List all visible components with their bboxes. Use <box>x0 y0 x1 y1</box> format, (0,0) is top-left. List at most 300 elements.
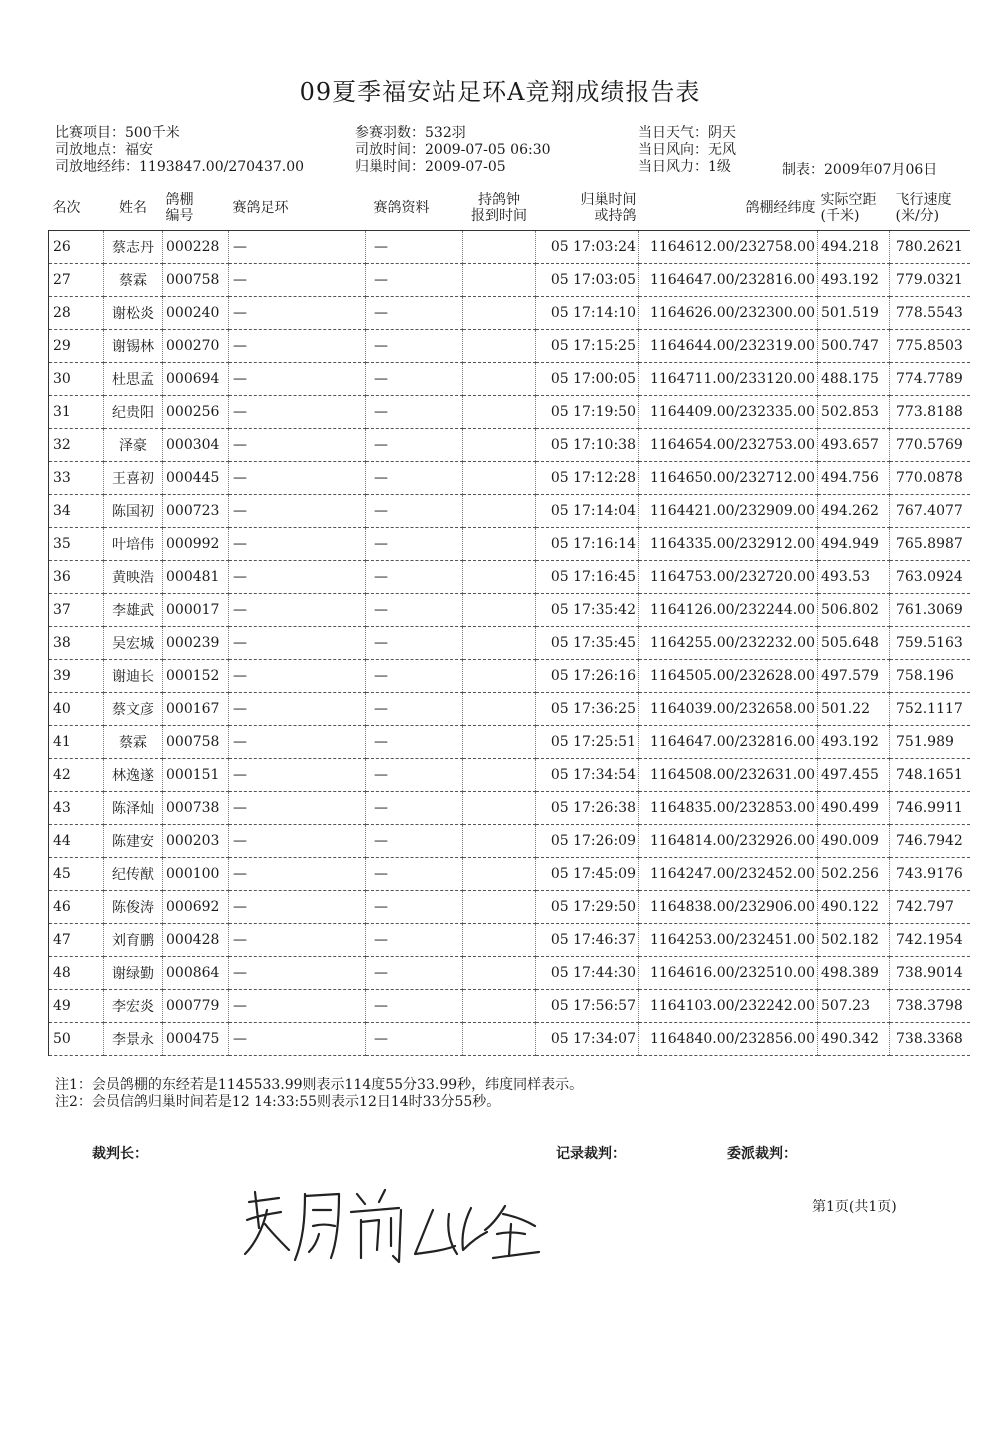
cell-coordinates: 1164612.00/232758.00 <box>639 231 818 264</box>
meta-race-item: 比赛项目：500千米 <box>55 125 180 141</box>
cell-clock-time <box>463 231 536 264</box>
cell-distance: 506.802 <box>818 594 890 627</box>
cell-name: 叶培伟 <box>104 528 163 561</box>
cell-info: — <box>366 264 463 297</box>
cell-coordinates: 1164647.00/232816.00 <box>639 264 818 297</box>
note-1: 注1：会员鸽棚的东经若是1145533.99则表示114度55分33.99秒，纬度同样表示。 <box>55 1077 584 1093</box>
cell-loft-id: 000017 <box>163 594 229 627</box>
cell-return-time: 05 17:25:51 <box>536 726 639 759</box>
meta-return-time: 归巢时间：2009-07-05 <box>355 159 506 175</box>
cell-clock-time <box>463 528 536 561</box>
cell-ring: — <box>229 726 366 759</box>
cell-coordinates: 1164409.00/232335.00 <box>639 396 818 429</box>
cell-distance: 494.262 <box>818 495 890 528</box>
cell-coordinates: 1164840.00/232856.00 <box>639 1023 818 1056</box>
cell-ring: — <box>229 231 366 264</box>
cell-clock-time <box>463 825 536 858</box>
cell-name: 纪传猷 <box>104 858 163 891</box>
cell-ring: — <box>229 858 366 891</box>
table-row <box>49 363 971 396</box>
cell-info: — <box>366 693 463 726</box>
cell-distance: 501.22 <box>818 693 890 726</box>
cell-info: — <box>366 330 463 363</box>
table-row <box>49 990 971 1023</box>
cell-distance: 505.648 <box>818 627 890 660</box>
cell-speed: 773.8188 <box>890 396 971 429</box>
cell-return-time: 05 17:26:09 <box>536 825 639 858</box>
cell-rank: 50 <box>49 1023 104 1056</box>
cell-loft-id: 000694 <box>163 363 229 396</box>
table-row <box>49 396 971 429</box>
cell-name: 陈国初 <box>104 495 163 528</box>
cell-return-time: 05 17:15:25 <box>536 330 639 363</box>
cell-return-time: 05 17:00:05 <box>536 363 639 396</box>
cell-distance: 507.23 <box>818 990 890 1023</box>
cell-loft-id: 000270 <box>163 330 229 363</box>
cell-speed: 763.0924 <box>890 561 971 594</box>
cell-info: — <box>366 924 463 957</box>
cell-rank: 35 <box>49 528 104 561</box>
cell-rank: 34 <box>49 495 104 528</box>
cell-info: — <box>366 495 463 528</box>
cell-speed: 765.8987 <box>890 528 971 561</box>
cell-distance: 494.756 <box>818 462 890 495</box>
cell-ring: — <box>229 594 366 627</box>
cell-clock-time <box>463 1023 536 1056</box>
cell-info: — <box>366 594 463 627</box>
cell-info: — <box>366 1023 463 1056</box>
cell-info: — <box>366 528 463 561</box>
cell-clock-time <box>463 660 536 693</box>
cell-coordinates: 1164626.00/232300.00 <box>639 297 818 330</box>
cell-clock-time <box>463 297 536 330</box>
cell-distance: 502.182 <box>818 924 890 957</box>
cell-coordinates: 1164421.00/232909.00 <box>639 495 818 528</box>
cell-clock-time <box>463 726 536 759</box>
cell-distance: 490.499 <box>818 792 890 825</box>
table-row <box>49 231 971 264</box>
cell-speed: 742.1954 <box>890 924 971 957</box>
cell-ring: — <box>229 1023 366 1056</box>
cell-distance: 493.657 <box>818 429 890 462</box>
cell-loft-id: 000100 <box>163 858 229 891</box>
cell-loft-id: 000992 <box>163 528 229 561</box>
header-speed-line1: 飞行速度 <box>895 192 952 208</box>
cell-name: 陈泽灿 <box>104 792 163 825</box>
header-info: 赛鸽资料 <box>373 200 430 216</box>
cell-ring: — <box>229 264 366 297</box>
meta-release-time: 司放时间：2009-07-05 06:30 <box>355 142 551 158</box>
cell-coordinates: 1164126.00/232244.00 <box>639 594 818 627</box>
cell-return-time: 05 17:36:25 <box>536 693 639 726</box>
cell-name: 王喜初 <box>104 462 163 495</box>
header-dist-line1: 实际空距 <box>820 192 877 208</box>
cell-rank: 29 <box>49 330 104 363</box>
cell-name: 陈建安 <box>104 825 163 858</box>
cell-rank: 48 <box>49 957 104 990</box>
meta-entry-info <box>355 125 551 176</box>
table-row <box>49 495 971 528</box>
header-time-line1: 归巢时间 <box>580 192 637 208</box>
cell-speed: 761.3069 <box>890 594 971 627</box>
header-speed <box>890 186 971 231</box>
table-row <box>49 858 971 891</box>
cell-ring: — <box>229 990 366 1023</box>
recorder-judge-label: 记录裁判： <box>556 1146 626 1162</box>
cell-distance: 501.519 <box>818 297 890 330</box>
cell-speed: 746.7942 <box>890 825 971 858</box>
cell-clock-time <box>463 264 536 297</box>
cell-return-time: 05 17:34:54 <box>536 759 639 792</box>
cell-ring: — <box>229 693 366 726</box>
cell-name: 蔡霖 <box>104 264 163 297</box>
cell-return-time: 05 17:16:45 <box>536 561 639 594</box>
cell-distance: 498.389 <box>818 957 890 990</box>
cell-speed: 752.1117 <box>890 693 971 726</box>
table-row <box>49 429 971 462</box>
cell-clock-time <box>463 594 536 627</box>
cell-speed: 746.9911 <box>890 792 971 825</box>
cell-ring: — <box>229 528 366 561</box>
cell-name: 杜思孟 <box>104 363 163 396</box>
cell-rank: 38 <box>49 627 104 660</box>
cell-rank: 43 <box>49 792 104 825</box>
cell-speed: 748.1651 <box>890 759 971 792</box>
cell-coordinates: 1164335.00/232912.00 <box>639 528 818 561</box>
table-row <box>49 297 971 330</box>
cell-distance: 493.192 <box>818 264 890 297</box>
cell-loft-id: 000203 <box>163 825 229 858</box>
cell-loft-id: 000692 <box>163 891 229 924</box>
cell-return-time: 05 17:56:57 <box>536 990 639 1023</box>
cell-ring: — <box>229 363 366 396</box>
cell-clock-time <box>463 759 536 792</box>
cell-return-time: 05 17:14:04 <box>536 495 639 528</box>
table-row <box>49 330 971 363</box>
cell-distance: 493.192 <box>818 726 890 759</box>
cell-rank: 31 <box>49 396 104 429</box>
cell-ring: — <box>229 957 366 990</box>
cell-loft-id: 000304 <box>163 429 229 462</box>
cell-coordinates: 1164255.00/232232.00 <box>639 627 818 660</box>
cell-clock-time <box>463 693 536 726</box>
cell-distance: 494.949 <box>818 528 890 561</box>
table-row <box>49 462 971 495</box>
cell-return-time: 05 17:34:07 <box>536 1023 639 1056</box>
cell-return-time: 05 17:03:05 <box>536 264 639 297</box>
cell-loft-id: 000475 <box>163 1023 229 1056</box>
cell-return-time: 05 17:19:50 <box>536 396 639 429</box>
cell-ring: — <box>229 825 366 858</box>
cell-info: — <box>366 660 463 693</box>
cell-rank: 49 <box>49 990 104 1023</box>
cell-clock-time <box>463 561 536 594</box>
cell-info: — <box>366 825 463 858</box>
cell-name: 李雄武 <box>104 594 163 627</box>
meta-wind-direction: 当日风向：无风 <box>638 142 736 158</box>
header-rank: 名次 <box>52 200 81 216</box>
cell-loft-id: 000151 <box>163 759 229 792</box>
cell-ring: — <box>229 396 366 429</box>
cell-speed: 751.989 <box>890 726 971 759</box>
cell-clock-time <box>463 429 536 462</box>
cell-clock-time <box>463 363 536 396</box>
table-row <box>49 264 971 297</box>
cell-name: 蔡霖 <box>104 726 163 759</box>
cell-ring: — <box>229 297 366 330</box>
cell-coordinates: 1164647.00/232816.00 <box>639 726 818 759</box>
report-title: 09夏季福安站足环A竞翔成绩报告表 <box>299 78 701 106</box>
cell-rank: 42 <box>49 759 104 792</box>
cell-return-time: 05 17:45:09 <box>536 858 639 891</box>
cell-ring: — <box>229 330 366 363</box>
cell-distance: 490.342 <box>818 1023 890 1056</box>
cell-speed: 780.2621 <box>890 231 971 264</box>
cell-loft-id: 000152 <box>163 660 229 693</box>
cell-name: 谢迪长 <box>104 660 163 693</box>
header-dist <box>818 186 890 231</box>
cell-loft-id: 000240 <box>163 297 229 330</box>
cell-speed: 743.9176 <box>890 858 971 891</box>
header-time <box>536 186 639 231</box>
cell-name: 蔡志丹 <box>104 231 163 264</box>
table-row <box>49 825 971 858</box>
cell-clock-time <box>463 990 536 1023</box>
cell-coordinates: 1164505.00/232628.00 <box>639 660 818 693</box>
cell-return-time: 05 17:03:24 <box>536 231 639 264</box>
cell-coordinates: 1164039.00/232658.00 <box>639 693 818 726</box>
meta-release-place: 司放地点：福安 <box>55 142 153 158</box>
cell-loft-id: 000864 <box>163 957 229 990</box>
cell-return-time: 05 17:10:38 <box>536 429 639 462</box>
cell-loft-id: 000758 <box>163 726 229 759</box>
cell-speed: 742.797 <box>890 891 971 924</box>
cell-loft-id: 000723 <box>163 495 229 528</box>
cell-clock-time <box>463 957 536 990</box>
table-row <box>49 561 971 594</box>
header-time-line2: 或持鸽 <box>594 208 637 224</box>
table-row <box>49 693 971 726</box>
cell-return-time: 05 17:26:16 <box>536 660 639 693</box>
cell-loft-id: 000779 <box>163 990 229 1023</box>
cell-clock-time <box>463 396 536 429</box>
cell-speed: 770.0878 <box>890 462 971 495</box>
cell-name: 黄映浩 <box>104 561 163 594</box>
cell-loft-id: 000445 <box>163 462 229 495</box>
cell-ring: — <box>229 660 366 693</box>
header-clock <box>463 186 536 231</box>
cell-rank: 26 <box>49 231 104 264</box>
cell-name: 泽豪 <box>104 429 163 462</box>
header-clock-line1: 持鸽钟 <box>478 192 520 208</box>
table-body <box>49 231 971 1056</box>
table-row <box>49 726 971 759</box>
cell-rank: 36 <box>49 561 104 594</box>
table-row <box>49 627 971 660</box>
cell-rank: 45 <box>49 858 104 891</box>
table-row <box>49 957 971 990</box>
header-speed-line2: (米/分) <box>895 208 940 224</box>
cell-ring: — <box>229 759 366 792</box>
cell-ring: — <box>229 891 366 924</box>
cell-info: — <box>366 792 463 825</box>
cell-rank: 40 <box>49 693 104 726</box>
table-row <box>49 792 971 825</box>
header-dist-line2: (千米) <box>820 208 860 224</box>
cell-return-time: 05 17:12:28 <box>536 462 639 495</box>
table-row <box>49 759 971 792</box>
cell-clock-time <box>463 792 536 825</box>
cell-ring: — <box>229 627 366 660</box>
page-number: 第1页(共1页) <box>812 1199 897 1215</box>
cell-clock-time <box>463 858 536 891</box>
cell-speed: 779.0321 <box>890 264 971 297</box>
cell-ring: — <box>229 924 366 957</box>
notes <box>55 1077 583 1111</box>
cell-info: — <box>366 231 463 264</box>
cell-loft-id: 000428 <box>163 924 229 957</box>
cell-speed: 759.5163 <box>890 627 971 660</box>
cell-distance: 497.455 <box>818 759 890 792</box>
cell-return-time: 05 17:46:37 <box>536 924 639 957</box>
cell-speed: 775.8503 <box>890 330 971 363</box>
header-loft-line2: 编号 <box>165 208 194 224</box>
cell-info: — <box>366 627 463 660</box>
note-2: 注2：会员信鸽归巢时间若是12 14:33:55则表示12日14时33分55秒。 <box>55 1094 501 1110</box>
table-header-row <box>49 186 971 231</box>
meta-entries: 参赛羽数：532羽 <box>355 125 466 141</box>
cell-return-time: 05 17:35:45 <box>536 627 639 660</box>
cell-ring: — <box>229 429 366 462</box>
cell-rank: 32 <box>49 429 104 462</box>
cell-loft-id: 000239 <box>163 627 229 660</box>
cell-ring: — <box>229 792 366 825</box>
header-ring: 赛鸽足环 <box>232 200 289 216</box>
cell-info: — <box>366 759 463 792</box>
cell-info: — <box>366 891 463 924</box>
cell-speed: 738.9014 <box>890 957 971 990</box>
cell-coordinates: 1164835.00/232853.00 <box>639 792 818 825</box>
cell-clock-time <box>463 627 536 660</box>
cell-coordinates: 1164838.00/232906.00 <box>639 891 818 924</box>
cell-loft-id: 000256 <box>163 396 229 429</box>
table-row <box>49 1023 971 1056</box>
cell-speed: 738.3368 <box>890 1023 971 1056</box>
cell-speed: 738.3798 <box>890 990 971 1023</box>
cell-loft-id: 000738 <box>163 792 229 825</box>
cell-clock-time <box>463 891 536 924</box>
cell-name: 谢锡林 <box>104 330 163 363</box>
cell-info: — <box>366 363 463 396</box>
table-row <box>49 594 971 627</box>
cell-distance: 502.853 <box>818 396 890 429</box>
table-row <box>49 660 971 693</box>
cell-name: 谢绿勤 <box>104 957 163 990</box>
cell-coordinates: 1164103.00/232242.00 <box>639 990 818 1023</box>
header-name: 姓名 <box>119 200 147 216</box>
cell-coordinates: 1164650.00/232712.00 <box>639 462 818 495</box>
cell-speed: 767.4077 <box>890 495 971 528</box>
cell-distance: 497.579 <box>818 660 890 693</box>
cell-return-time: 05 17:16:14 <box>536 528 639 561</box>
cell-return-time: 05 17:44:30 <box>536 957 639 990</box>
cell-speed: 778.5543 <box>890 297 971 330</box>
meta-race-info <box>55 125 304 176</box>
cell-clock-time <box>463 924 536 957</box>
chief-judge-label: 裁判长： <box>92 1146 148 1162</box>
header-loft-line1: 鸽棚 <box>165 192 194 208</box>
cell-rank: 41 <box>49 726 104 759</box>
cell-info: — <box>366 462 463 495</box>
cell-loft-id: 000228 <box>163 231 229 264</box>
cell-distance: 502.256 <box>818 858 890 891</box>
cell-coordinates: 1164253.00/232451.00 <box>639 924 818 957</box>
meta-weather: 当日天气：阴天 <box>638 125 736 141</box>
header-loft <box>163 186 229 231</box>
table-row <box>49 528 971 561</box>
cell-info: — <box>366 957 463 990</box>
cell-coordinates: 1164616.00/232510.00 <box>639 957 818 990</box>
cell-coordinates: 1164753.00/232720.00 <box>639 561 818 594</box>
cell-rank: 44 <box>49 825 104 858</box>
cell-rank: 37 <box>49 594 104 627</box>
cell-return-time: 05 17:29:50 <box>536 891 639 924</box>
cell-clock-time <box>463 330 536 363</box>
cell-coordinates: 1164711.00/233120.00 <box>639 363 818 396</box>
cell-clock-time <box>463 495 536 528</box>
cell-return-time: 05 17:14:10 <box>536 297 639 330</box>
cell-coordinates: 1164654.00/232753.00 <box>639 429 818 462</box>
cell-info: — <box>366 297 463 330</box>
cell-loft-id: 000167 <box>163 693 229 726</box>
cell-coordinates: 1164644.00/232319.00 <box>639 330 818 363</box>
cell-coordinates: 1164814.00/232926.00 <box>639 825 818 858</box>
cell-rank: 30 <box>49 363 104 396</box>
cell-name: 李景永 <box>104 1023 163 1056</box>
appointed-judge-label: 委派裁判： <box>727 1146 797 1162</box>
cell-rank: 33 <box>49 462 104 495</box>
cell-speed: 770.5769 <box>890 429 971 462</box>
made-date: 制表：2009年07月06日 <box>782 162 938 178</box>
cell-ring: — <box>229 495 366 528</box>
cell-speed: 774.7789 <box>890 363 971 396</box>
cell-name: 谢松炎 <box>104 297 163 330</box>
cell-ring: — <box>229 561 366 594</box>
cell-name: 刘育鹏 <box>104 924 163 957</box>
cell-loft-id: 000481 <box>163 561 229 594</box>
meta-wind-force: 当日风力：1级 <box>638 159 731 175</box>
meta-release-coords: 司放地经纬：1193847.00/270437.00 <box>55 159 305 175</box>
cell-name: 纪贵阳 <box>104 396 163 429</box>
cell-speed: 758.196 <box>890 660 971 693</box>
cell-name: 蔡文彦 <box>104 693 163 726</box>
cell-ring: — <box>229 462 366 495</box>
header-coord: 鸽棚经纬度 <box>745 200 816 216</box>
cell-rank: 28 <box>49 297 104 330</box>
cell-info: — <box>366 396 463 429</box>
handwritten-signature <box>235 1180 555 1270</box>
cell-rank: 27 <box>49 264 104 297</box>
cell-loft-id: 000758 <box>163 264 229 297</box>
cell-info: — <box>366 858 463 891</box>
cell-distance: 490.009 <box>818 825 890 858</box>
cell-info: — <box>366 561 463 594</box>
table-row <box>49 891 971 924</box>
meta-weather-info <box>638 125 736 176</box>
cell-rank: 39 <box>49 660 104 693</box>
cell-distance: 490.122 <box>818 891 890 924</box>
results-table <box>48 186 970 1056</box>
